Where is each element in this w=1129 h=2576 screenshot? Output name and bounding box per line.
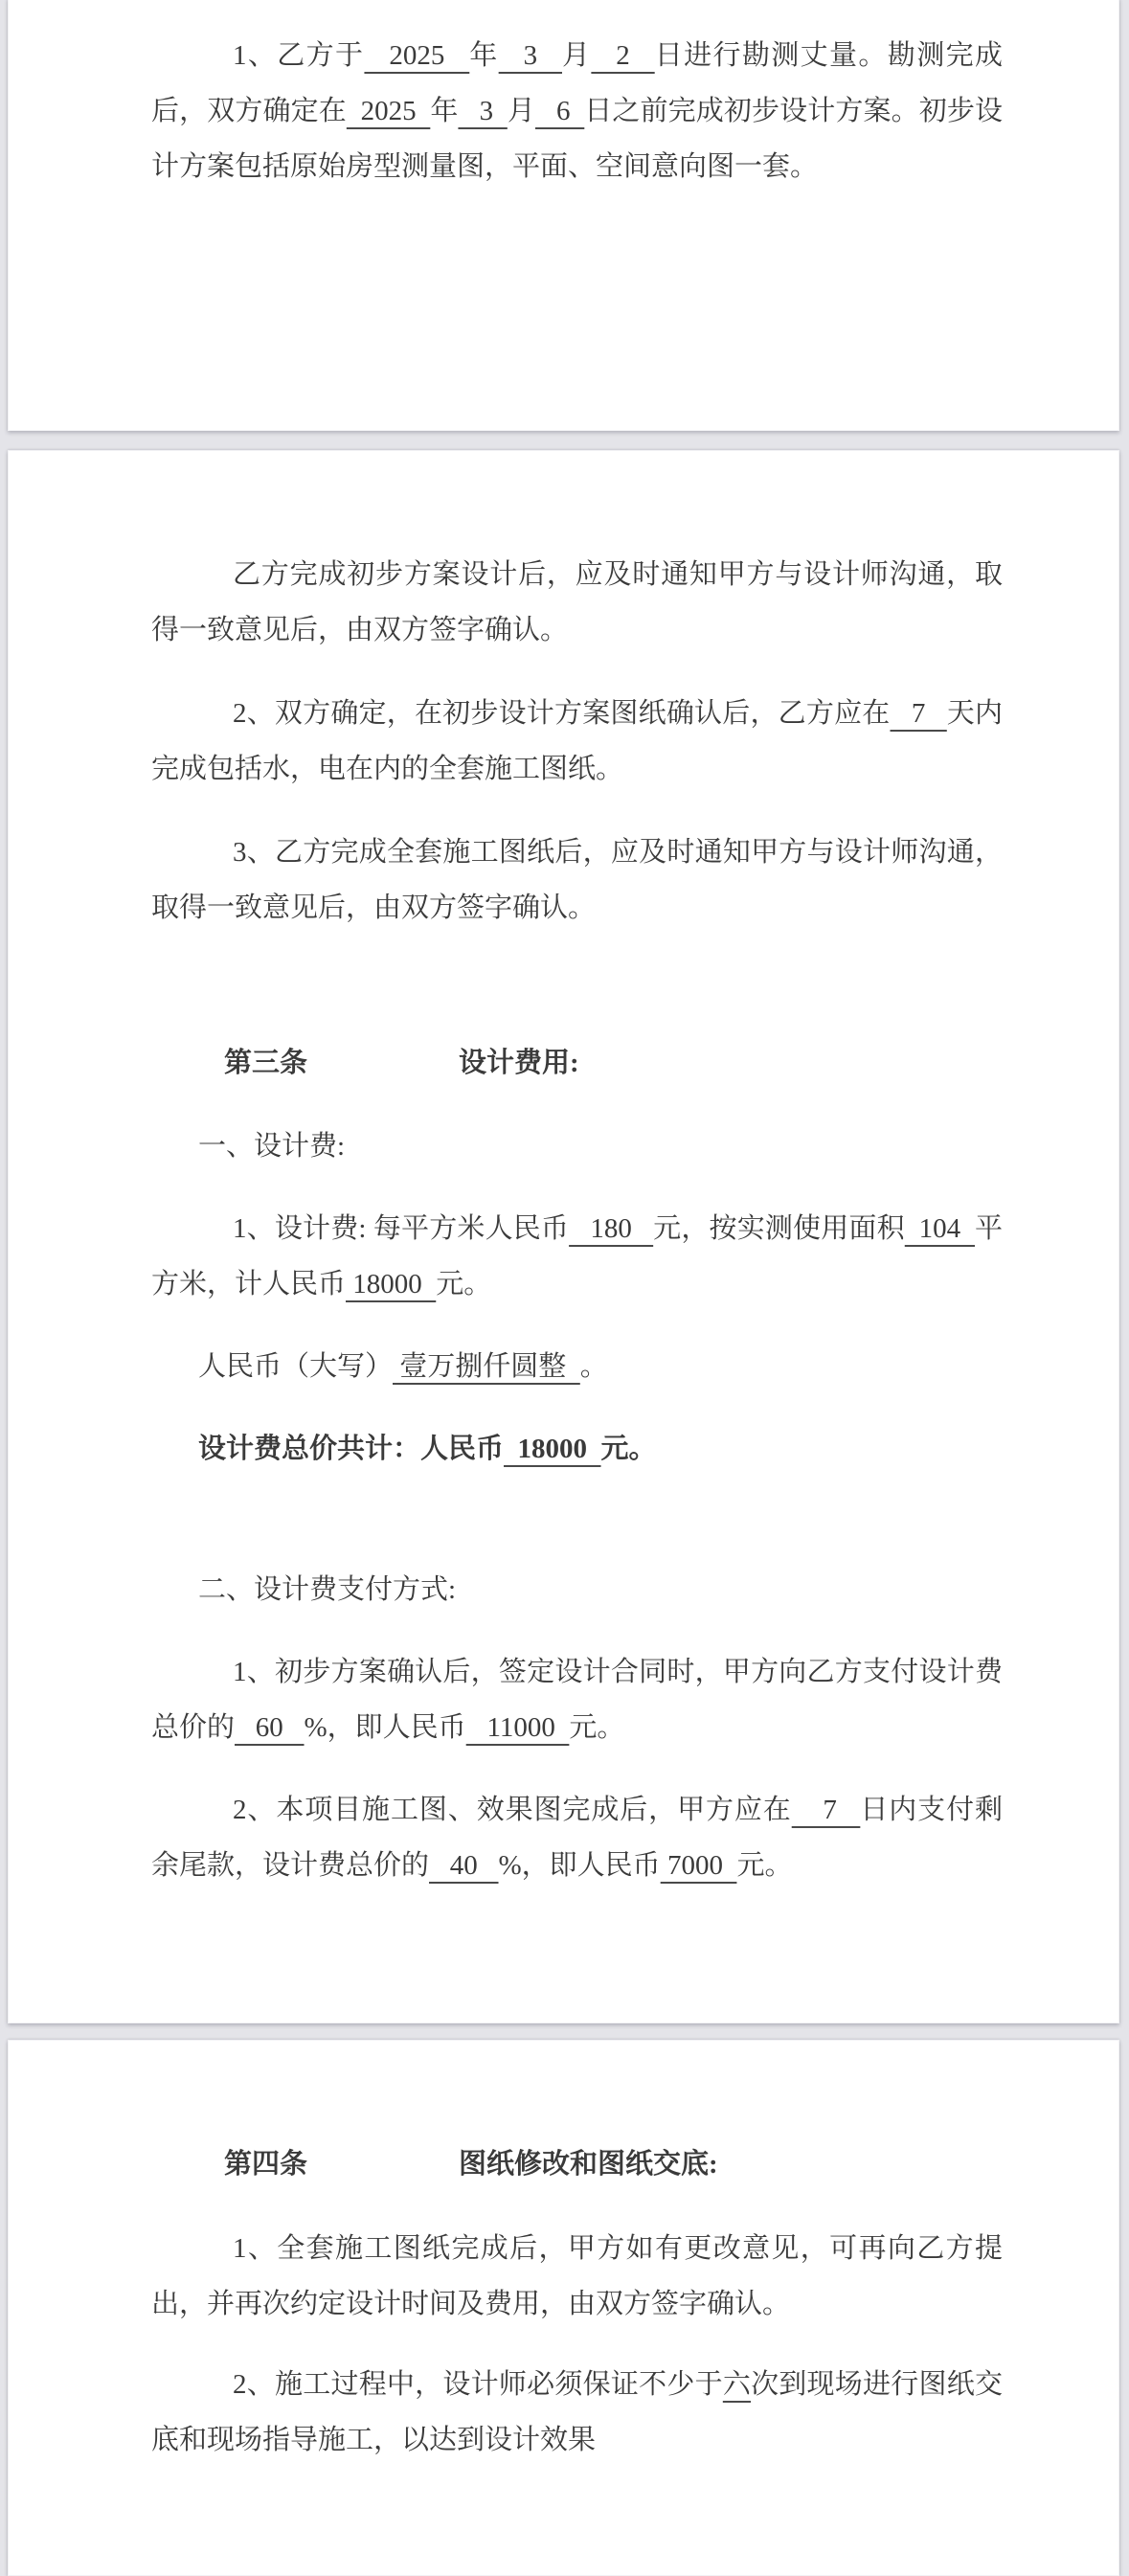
page-1-content	[151, 28, 1003, 194]
text-run: 二、设计费支付方式:	[198, 1574, 457, 1605]
text-run: %，即人民币	[304, 1712, 466, 1743]
full-drawings-confirm-paragraph	[151, 825, 1003, 936]
amount-in-words-line	[151, 1339, 1003, 1394]
text-run: 一、设计费:	[198, 1131, 346, 1162]
text-run: 次到现场进行图纸交底和现场指导施工，以达到设计效果	[151, 2369, 1003, 2455]
fill-in-blank: 18000	[346, 1269, 437, 1299]
fill-in-blank: 7	[791, 1795, 861, 1825]
document-page-2	[8, 450, 1119, 2023]
text-run: 月	[561, 40, 592, 71]
text-run: 日之前完成初步设计方案。初步设计方案包括原始房型测量图，平面、空间意向图一套。	[151, 96, 1003, 182]
fill-in-blank: 2025	[364, 40, 470, 71]
text-run: 元，按实测使用面积	[653, 1213, 905, 1244]
text-run: 第四条	[224, 2149, 308, 2180]
preliminary-design-confirm-paragraph	[151, 547, 1003, 658]
text-run: 乙方完成初步方案设计后，应及时通知甲方与设计师沟通，取得一致意见后，由双方签字确认。	[151, 559, 1003, 645]
fill-in-blank: 2025	[346, 96, 431, 126]
text-run: 年	[469, 40, 499, 71]
final-payment-paragraph	[151, 1782, 1003, 1893]
text-run: 人民币（大写）	[198, 1351, 394, 1382]
text-run: %，即人民币	[498, 1850, 661, 1881]
text-run: 日进行勘测丈量。勘测完成后，双方确定在	[151, 40, 1003, 126]
fill-in-blank: 60	[235, 1712, 305, 1743]
fill-in-blank: 3	[458, 96, 508, 126]
document-page-1	[8, 0, 1119, 431]
text-run: 平方米，计人民币	[151, 1213, 1003, 1299]
text-run: 设计费总价共计：人民币	[198, 1434, 505, 1464]
fill-in-blank: 7000	[660, 1850, 737, 1881]
article-4-heading	[151, 2136, 1003, 2192]
text-run: 1、全套施工图纸完成后，甲方如有更改意见，可再向乙方提出，并再次约定设计时间及费用，由双方签字确认。	[151, 2233, 1003, 2319]
fill-in-blank: 11000	[465, 1712, 570, 1743]
design-fee-detail-paragraph	[151, 1201, 1003, 1312]
text-run: 年	[430, 96, 459, 126]
text-run: 设计费用:	[459, 1048, 579, 1078]
fill-in-blank: 104	[904, 1213, 975, 1244]
drawing-revision-paragraph	[151, 2221, 1003, 2332]
text-run: 天内完成包括水，电在内的全套施工图纸。	[151, 698, 1003, 784]
fill-in-blank: 壹万捌仟圆整	[393, 1351, 580, 1382]
page-3-content	[151, 2136, 1003, 2468]
fill-in-blank: 7	[890, 698, 947, 729]
design-fee-subheading	[151, 1119, 1003, 1174]
design-fee-total-line	[151, 1421, 1003, 1477]
first-payment-paragraph	[151, 1644, 1003, 1755]
text-run: 元。	[569, 1712, 625, 1743]
fill-in-blank: 3	[498, 40, 562, 71]
text-run: 1、设计费: 每平方米人民币	[233, 1213, 570, 1244]
text-run: 日内支付剩余尾款，设计费总价的	[151, 1795, 1003, 1881]
text-run: 元。	[436, 1269, 492, 1299]
text-run: 2、本项目施工图、效果图完成后，甲方应在	[233, 1795, 792, 1825]
article-3-heading	[151, 1035, 1003, 1091]
text-run: 2、双方确定，在初步设计方案图纸确认后，乙方应在	[233, 698, 891, 729]
fill-in-blank: 180	[569, 1213, 654, 1244]
text-run: 3、乙方完成全套施工图纸后，应及时通知甲方与设计师沟通，取得一致意见后，由双方签字确认。	[151, 837, 1003, 923]
text-run: 。	[579, 1351, 608, 1382]
fill-in-blank: 六	[722, 2369, 752, 2400]
page-2-content	[151, 547, 1003, 1893]
document-page-3	[8, 2040, 1119, 2576]
fill-in-blank: 40	[429, 1850, 499, 1881]
text-run: 月	[507, 96, 535, 126]
text-run: 2、施工过程中，设计师必须保证不少于	[233, 2369, 723, 2400]
fill-in-blank: 2	[591, 40, 655, 71]
clause-survey-dates-paragraph	[151, 28, 1003, 194]
text-run: 元。	[600, 1434, 657, 1464]
site-visit-paragraph	[151, 2357, 1003, 2468]
fill-in-blank: 6	[534, 96, 585, 126]
fill-in-blank: 18000	[504, 1434, 601, 1464]
text-run: 元。	[736, 1850, 793, 1881]
text-run: 1、乙方于	[233, 40, 365, 71]
payment-method-subheading	[151, 1562, 1003, 1617]
construction-drawings-deadline-paragraph	[151, 686, 1003, 797]
text-run: 1、初步方案确认后，签定设计合同时，甲方向乙方支付设计费总价的	[151, 1657, 1003, 1743]
text-run: 图纸修改和图纸交底:	[459, 2149, 718, 2180]
text-run: 第三条	[224, 1048, 308, 1078]
